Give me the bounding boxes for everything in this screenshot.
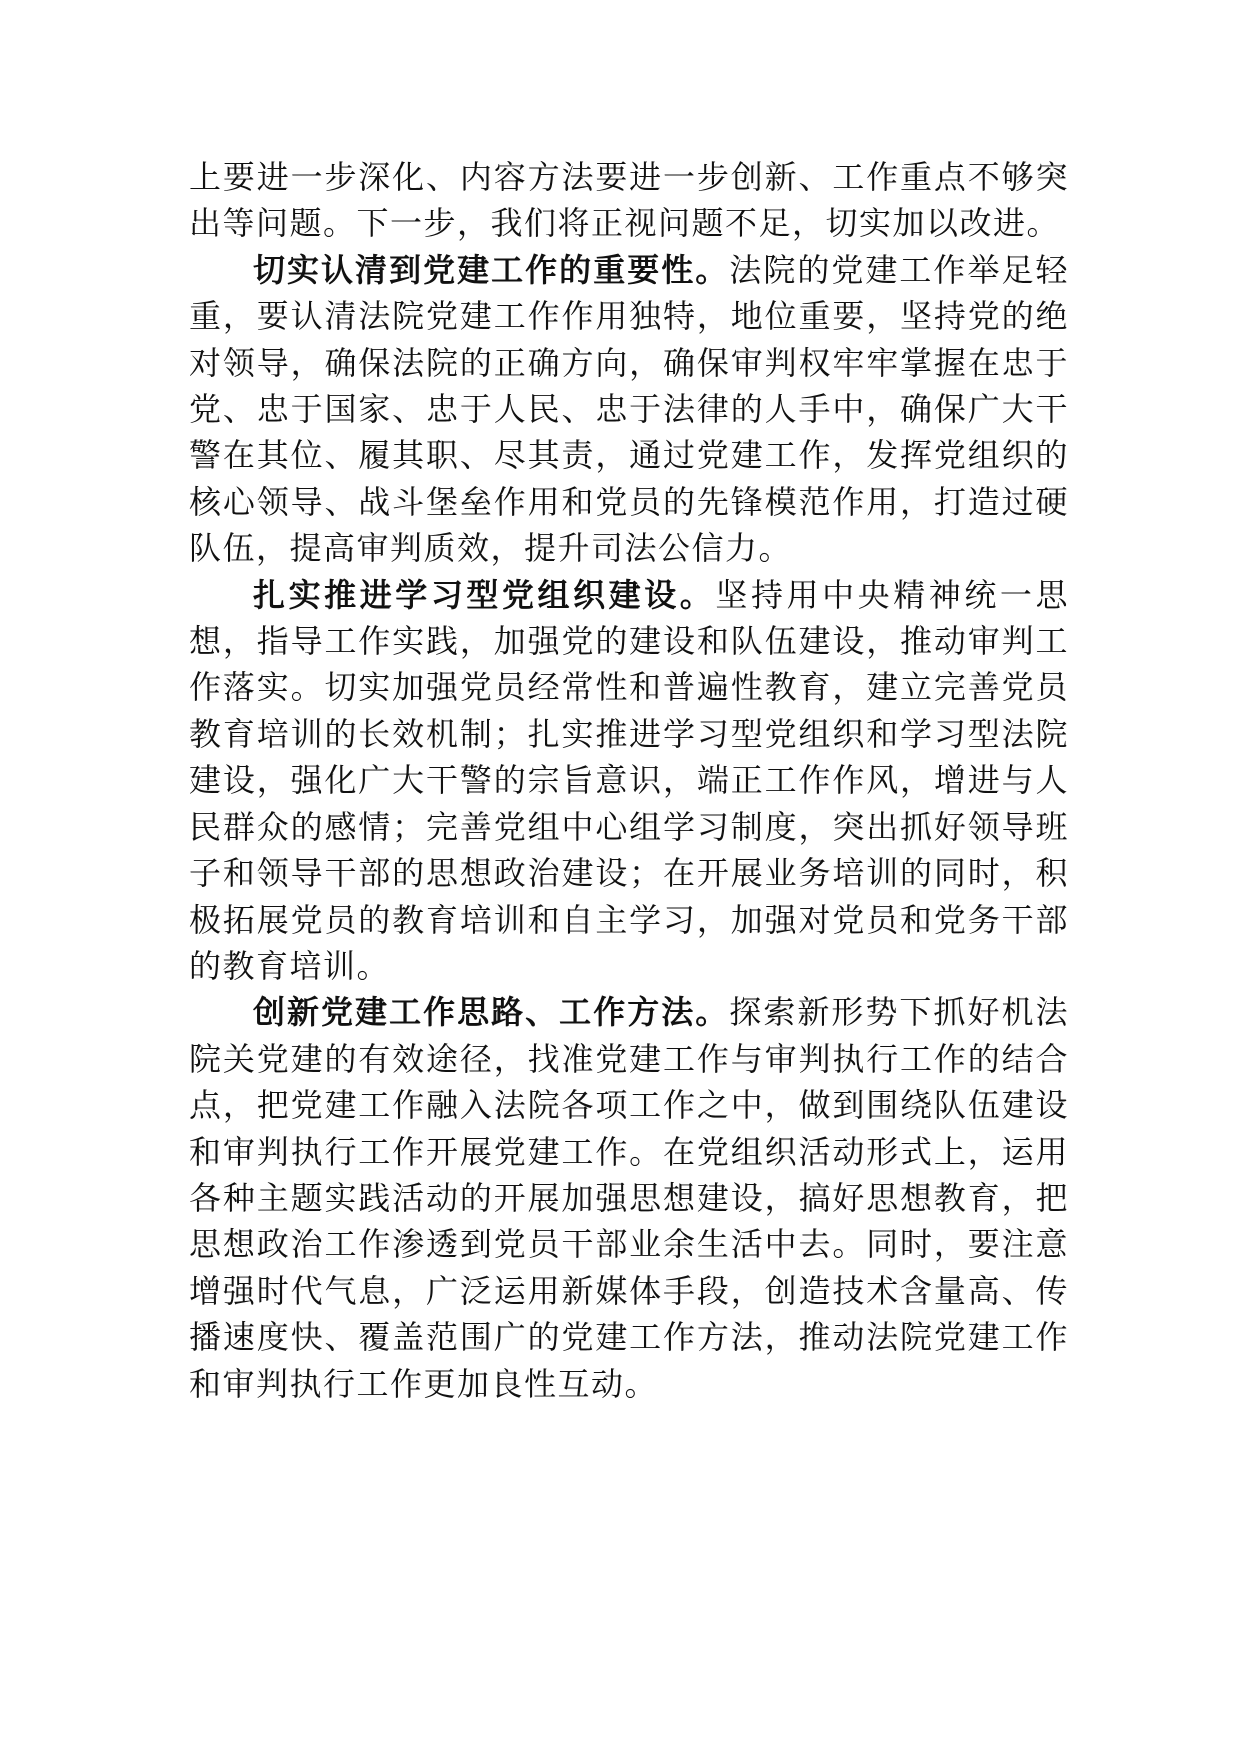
paragraph-body: 坚持用中央精神统一思想，指导工作实践，加强党的建设和队伍建设，推动审判工作落实。切实加强党员经常性和普遍性教育，建立完善党员教育培训的长效机制；扎实推进学习型党组织和学习型法院建设，强化广大干警的宗旨意识，端正工作作风，增进与人民群众的感情；完善党组中心组学习制度，突出抓好领导班子和领导干部的思想政治建设；在开展业务培训的同时，积极拓展党员的教育培训和自主学习，加强对党员和党务干部的教育培训。 [189,575,1069,985]
paragraph-learning-organization [189,572,1069,990]
paragraph-importance [189,247,1069,572]
paragraph-heading: 扎实推进学习型党组织建设。 [253,575,716,614]
paragraph-body: 法院的党建工作举足轻重，要认清法院党建工作作用独特，地位重要，坚持党的绝对领导，确保法院的正确方向，确保审判权牢牢掌握在忠于党、忠于国家、忠于人民、忠于法律的人手中，确保广大干警在其位、履其职、尽其责，通过党建工作，发挥党组织的核心领导、战斗堡垒作用和党员的先锋模范作用，打造过硬队伍，提高审判质效，提升司法公信力。 [189,250,1069,568]
paragraph-innovation [189,989,1069,1407]
paragraph-heading: 创新党建工作思路、工作方法。 [253,993,730,1032]
paragraph-continuation [189,154,1069,247]
document-body [189,154,1069,1407]
paragraph-heading: 切实认清到党建工作的重要性。 [253,250,730,289]
paragraph-body: 上要进一步深化、内容方法要进一步创新、工作重点不够突出等问题。下一步，我们将正视问题不足，切实加以改进。 [189,158,1069,243]
paragraph-body: 探索新形势下抓好机法院关党建的有效途径，找准党建工作与审判执行工作的结合点，把党建工作融入法院各项工作之中，做到围绕队伍建设和审判执行工作开展党建工作。在党组织活动形式上，运用各种主题实践活动的开展加强思想建设，搞好思想教育，把思想政治工作渗透到党员干部业余生活中去。同时，要注意增强时代气息，广泛运用新媒体手段，创造技术含量高、传播速度快、覆盖范围广的党建工作方法，推动法院党建工作和审判执行工作更加良性互动。 [189,993,1069,1403]
